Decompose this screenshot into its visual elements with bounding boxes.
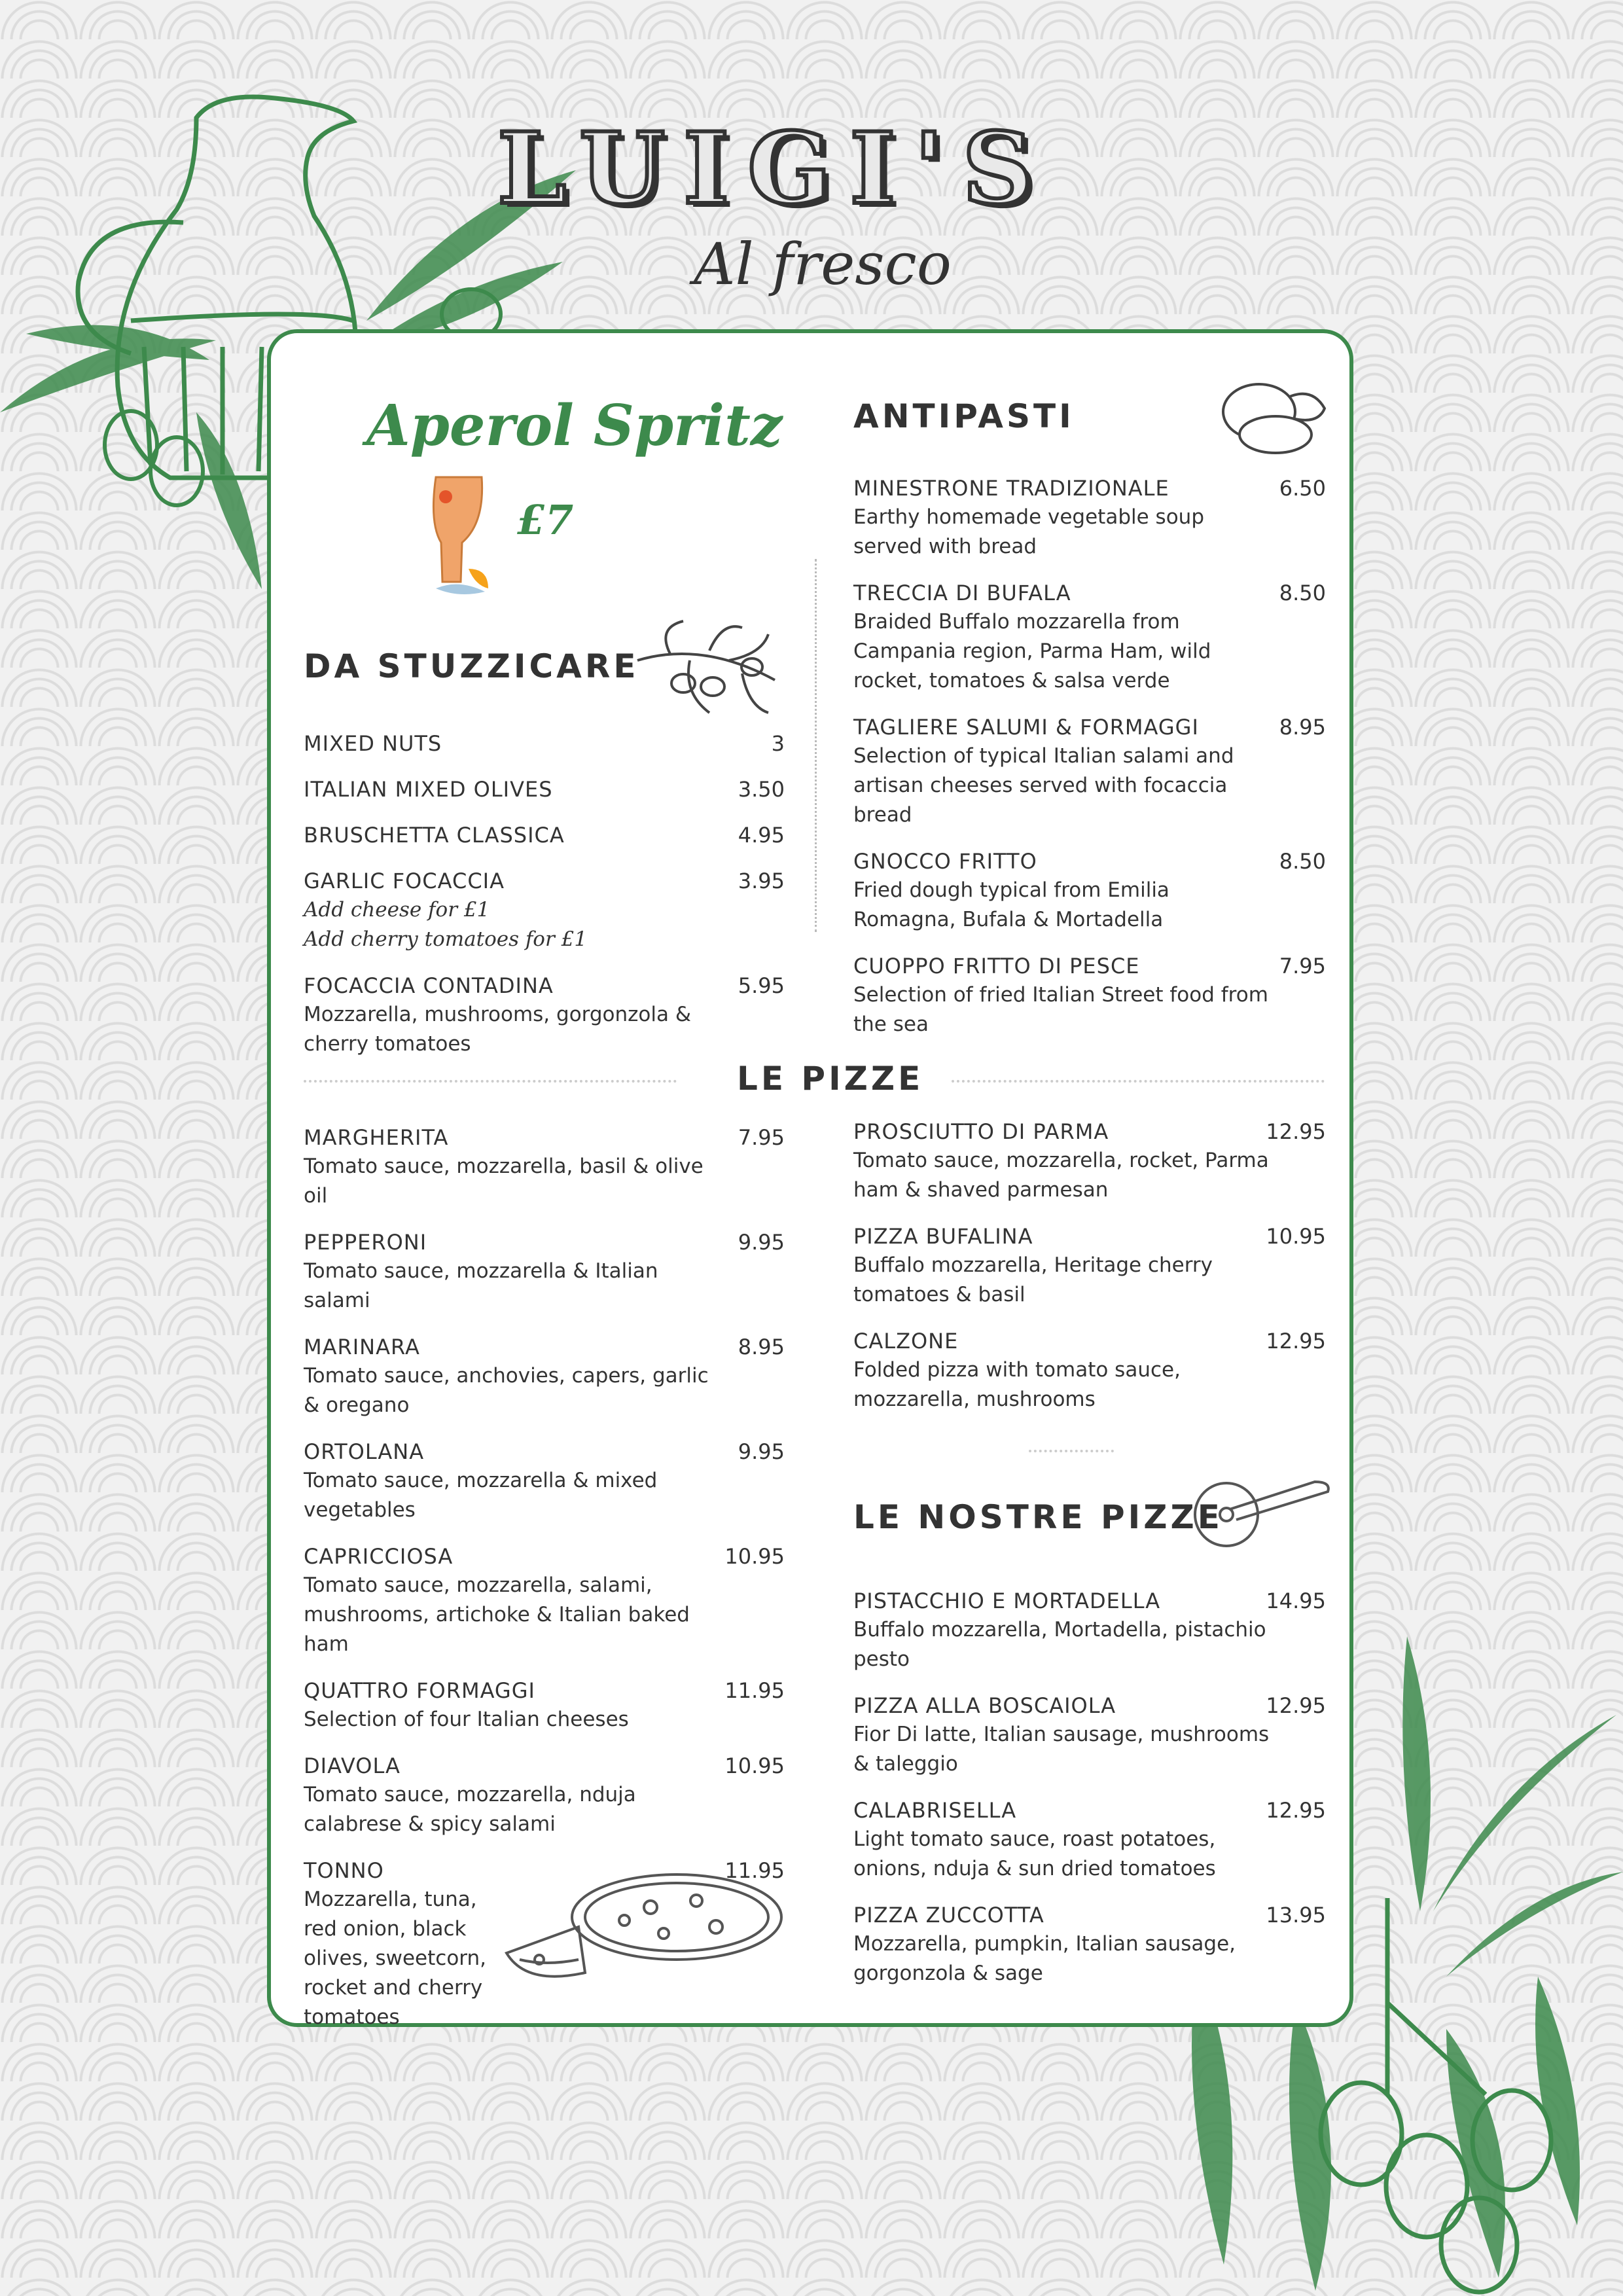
item-description: Selection of four Italian cheeses xyxy=(304,1708,629,1731)
item-extra: Add cherry tomatoes for £1 xyxy=(304,927,588,951)
spritz-price: £7 xyxy=(517,496,574,544)
menu-item xyxy=(304,1542,785,1659)
item-description: Mozzarella, tuna, red onion, black olives, sweetcorn, rocket and cherry tomatoes xyxy=(304,1888,486,2029)
item-price: 3.50 xyxy=(738,777,785,802)
item-price: 12.95 xyxy=(1266,1119,1326,1144)
item-name: TONNO xyxy=(304,1858,384,1883)
column-divider xyxy=(815,559,817,932)
item-name: CUOPPO FRITTO DI PESCE xyxy=(853,954,1140,978)
item-name: FOCACCIA CONTADINA xyxy=(304,973,554,998)
menu-item xyxy=(304,729,785,758)
item-name: MARGHERITA xyxy=(304,1125,449,1150)
menu-item xyxy=(304,971,785,1059)
item-name: PEPPERONI xyxy=(304,1230,427,1255)
section-title-antipasti: ANTIPASTI xyxy=(853,397,1075,435)
spritz-title: Aperol Spritz xyxy=(366,393,783,459)
menu-item xyxy=(853,474,1326,562)
item-price: 7.95 xyxy=(738,1125,785,1150)
item-price: 14.95 xyxy=(1266,1588,1326,1613)
item-price: 13.95 xyxy=(1266,1903,1326,1928)
menu-item xyxy=(304,1437,785,1525)
item-name: TAGLIERE SALUMI & FORMAGGI xyxy=(853,715,1199,740)
item-description: Tomato sauce, mozzarella, rocket, Parma ham & shaved parmesan xyxy=(853,1149,1269,1202)
divider-wavy-left xyxy=(304,1080,677,1083)
mozzarella-icon xyxy=(1213,372,1331,457)
item-description: Tomato sauce, mozzarella & Italian salami xyxy=(304,1259,658,1312)
item-name: PROSCIUTTO DI PARMA xyxy=(853,1119,1109,1144)
menu-item xyxy=(853,1117,1326,1205)
item-name: MARINARA xyxy=(304,1335,420,1359)
item-description: Light tomato sauce, roast potatoes, onions, nduja & sun dried tomatoes xyxy=(853,1827,1216,1880)
olive-branch-small-icon xyxy=(631,615,781,726)
menu-item xyxy=(304,1228,785,1316)
menu-item xyxy=(853,1796,1326,1884)
item-price: 9.95 xyxy=(738,1439,785,1464)
item-name: BRUSCHETTA CLASSICA xyxy=(304,823,565,848)
item-price: 11.95 xyxy=(724,1678,785,1703)
item-description: Selection of typical Italian salami and artisan cheeses served with focaccia bread xyxy=(853,744,1234,827)
item-price: 10.95 xyxy=(1266,1224,1326,1249)
item-extra: Add cheese for £1 xyxy=(304,898,490,922)
item-price: 12.95 xyxy=(1266,1693,1326,1718)
menu-item xyxy=(853,1691,1326,1779)
menu-item xyxy=(853,952,1326,1039)
item-name: ITALIAN MIXED OLIVES xyxy=(304,777,553,802)
menu-item xyxy=(304,1751,785,1839)
item-description: Buffalo mozzarella, Heritage cherry tomatoes & basil xyxy=(853,1253,1213,1306)
item-price: 10.95 xyxy=(724,1544,785,1569)
item-price: 3.95 xyxy=(738,869,785,893)
menu-item xyxy=(304,867,785,954)
item-description: Earthy homemade vegetable soup served with bread xyxy=(853,505,1204,558)
item-price: 12.95 xyxy=(1266,1329,1326,1354)
pizza-cutter-icon xyxy=(1184,1469,1334,1554)
item-name: TRECCIA DI BUFALA xyxy=(853,581,1071,605)
item-name: CALZONE xyxy=(853,1329,959,1354)
item-description: Tomato sauce, mozzarella, salami, mushrooms, artichoke & Italian baked ham xyxy=(304,1573,690,1656)
item-price: 4.95 xyxy=(738,823,785,848)
item-name: MIXED NUTS xyxy=(304,731,442,756)
item-price: 7.95 xyxy=(1279,954,1326,978)
item-price: 8.95 xyxy=(1279,715,1326,740)
item-price: 10.95 xyxy=(724,1753,785,1778)
section-title-stuzzicare: DA STUZZICARE xyxy=(304,647,639,685)
item-description: Tomato sauce, mozzarella & mixed vegetables xyxy=(304,1469,658,1522)
pizza-icon xyxy=(500,1861,788,1992)
item-description: Buffalo mozzarella, Mortadella, pistachio pesto xyxy=(853,1618,1266,1671)
restaurant-subtitle: Al fresco xyxy=(694,230,952,298)
menu-item xyxy=(304,1333,785,1420)
item-price: 12.95 xyxy=(1266,1798,1326,1823)
item-description: Selection of fried Italian Street food from the sea xyxy=(853,983,1268,1036)
menu-item xyxy=(304,1123,785,1211)
item-price: 11.95 xyxy=(724,1858,785,1883)
menu-item xyxy=(304,821,785,850)
item-name: DIAVOLA xyxy=(304,1753,401,1778)
item-price: 3 xyxy=(771,731,785,756)
menu-item xyxy=(853,1327,1326,1414)
item-description: Tomato sauce, mozzarella, basil & olive oil xyxy=(304,1155,704,1208)
divider-small xyxy=(1029,1450,1114,1452)
item-name: QUATTRO FORMAGGI xyxy=(304,1678,535,1703)
menu-item xyxy=(853,579,1326,696)
item-price: 8.95 xyxy=(738,1335,785,1359)
item-price: 6.50 xyxy=(1279,476,1326,501)
menu-item xyxy=(853,1901,1326,1988)
menu-item xyxy=(304,1676,785,1734)
item-name: CALABRISELLA xyxy=(853,1798,1017,1823)
menu-item xyxy=(853,847,1326,935)
item-name: CAPRICCIOSA xyxy=(304,1544,454,1569)
item-name: MINESTRONE TRADIZIONALE xyxy=(853,476,1169,501)
item-price: 9.95 xyxy=(738,1230,785,1255)
section-title-nostre-pizze: LE NOSTRE PIZZE xyxy=(853,1498,1223,1536)
item-price: 8.50 xyxy=(1279,581,1326,605)
item-name: PIZZA ZUCCOTTA xyxy=(853,1903,1044,1928)
item-name: PISTACCHIO E MORTADELLA xyxy=(853,1588,1161,1613)
item-price: 8.50 xyxy=(1279,849,1326,874)
item-name: PIZZA ALLA BOSCAIOLA xyxy=(853,1693,1116,1718)
divider-wavy-right xyxy=(952,1080,1325,1083)
item-name: PIZZA BUFALINA xyxy=(853,1224,1033,1249)
menu-item xyxy=(304,775,785,804)
item-description: Braided Buffalo mozzarella from Campania region, Parma Ham, wild rocket, tomatoes & salsa verde xyxy=(853,610,1211,692)
item-description: Tomato sauce, anchovies, capers, garlic & oregano xyxy=(304,1364,709,1417)
item-description: Fior Di latte, Italian sausage, mushrooms & taleggio xyxy=(853,1723,1270,1776)
menu-item xyxy=(853,713,1326,830)
item-description: Tomato sauce, mozzarella, nduja calabrese & spicy salami xyxy=(304,1783,636,1836)
item-name: ORTOLANA xyxy=(304,1439,425,1464)
item-description: Fried dough typical from Emilia Romagna, Bufala & Mortadella xyxy=(853,878,1169,931)
item-name: GARLIC FOCACCIA xyxy=(304,869,505,893)
restaurant-name: LUIGI'S xyxy=(497,111,1052,226)
item-price: 5.95 xyxy=(738,973,785,998)
section-title-pizze: LE PIZZE xyxy=(737,1060,924,1098)
menu-card xyxy=(267,329,1353,2027)
menu-item xyxy=(853,1222,1326,1310)
item-description: Mozzarella, mushrooms, gorgonzola & cherry tomatoes xyxy=(304,1003,692,1056)
item-name: GNOCCO FRITTO xyxy=(853,849,1037,874)
item-description: Folded pizza with tomato sauce, mozzarella, mushrooms xyxy=(853,1358,1181,1411)
spritz-glass-icon xyxy=(423,471,495,601)
menu-item xyxy=(853,1587,1326,1674)
item-description: Mozzarella, pumpkin, Italian sausage, gorgonzola & sage xyxy=(853,1932,1236,1985)
